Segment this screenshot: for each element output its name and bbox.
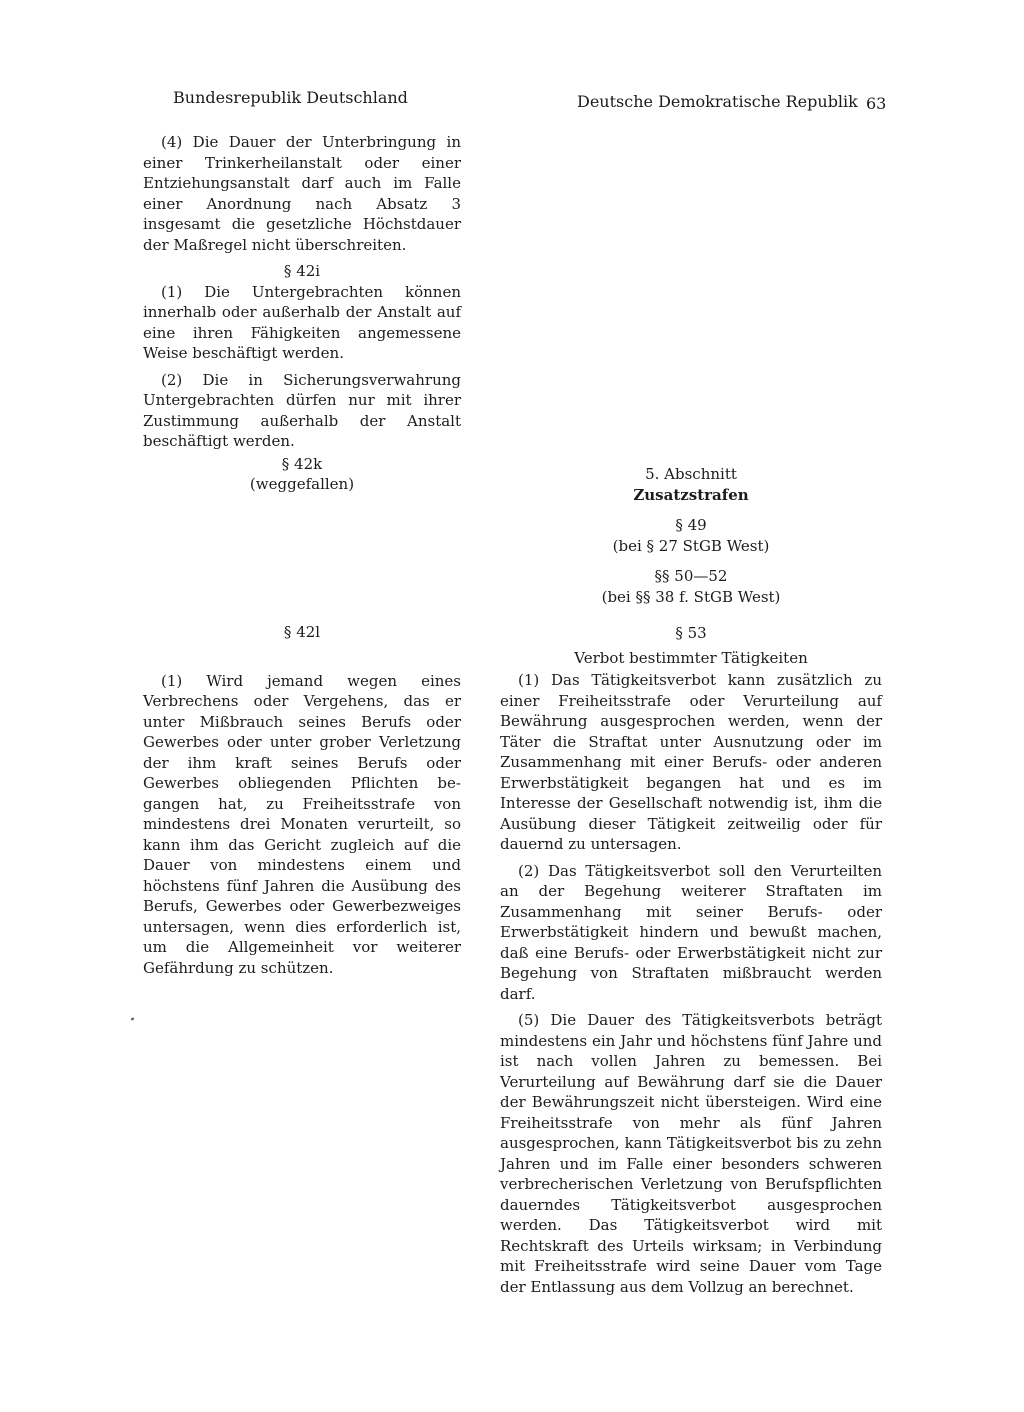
left-column-upper: [143, 132, 461, 495]
section-reference-49: (bei § 27 StGB West): [612, 536, 770, 555]
paragraph-42h-4: (4) Die Dauer der Unterbringung in einer Trinkerheilanstalt oder einer Entziehungsanstalt darf auch im Falle einer Anordnung nach Absatz 3 insgesamt die gesetzliche Höchstdauer der Maßregel nicht überschreiten.: [143, 133, 461, 254]
left-column-lower: [143, 622, 461, 984]
section-heading-50-52: §§ 50—52: [654, 567, 728, 585]
paragraph-53-5: (5) Die Dauer des Tätigkeitsverbots beträgt mindestens ein Jahr und höchstens fünf Jahre und ist nach vollen Jahren zu bemessen. Bei Verurteilung auf Bewährung darf sie die Dauer der Bewährungszeit nicht übersteigen. Wird eine Freiheitsstrafe von mehr als fünf Jahren ausgesprochen, kann Tätigkeitsverbot bis zu zehn Jahren und im Falle einer besonders schweren verbrecherischen Verletzung von Berufspflichten dauerndes Tätigkeitsverbot ausgesprochen werden. Das Tätigkeitsverbot wird mit Rechtskraft des Urteils wirksam; in Verbindung mit Freiheitsstrafe wird seine Dauer vom Tage der Entlassung aus dem Vollzug an berechnet.: [500, 1011, 882, 1296]
section-note-42k: (weggefallen): [249, 475, 355, 493]
left-running-header: Bundesrepublik Deutschland: [173, 88, 408, 107]
section-heading-49: § 49: [675, 516, 707, 534]
right-running-header: Deutsche Demokratische Republik: [577, 92, 858, 111]
section-heading-42l: § 42l: [283, 623, 321, 641]
stray-ink-mark: [131, 1017, 135, 1020]
section-heading-42i: § 42i: [283, 262, 321, 280]
section-title-53: Verbot bestimmter Tätigkeiten: [574, 648, 808, 667]
chapter-title: Zusatzstrafen: [633, 485, 749, 504]
paragraph-42i-2: (2) Die in Sicherungsverwahrung Untergebrachten dürfen nur mit ihrer Zustimmung außerhalb der Anstalt beschäftigt werden.: [143, 370, 461, 450]
paragraph-42l-1: (1) Wird jemand wegen eines Verbrechens oder Vergehens, das er unter Mißbrauch seines Berufs oder Gewerbes oder unter grober Verletzung der ihm kraft seines Berufs oder Gewerbes obliegenden Pflichten begangen hat, zu Freiheitsstrafe von mindestens drei Monaten verurteilt, so kann ihm das Gericht zugleich auf die Dauer von mindestens einem und höchstens fünf Jahren die Ausübung des Berufs, Gewerbes oder Gewerbezweiges untersagen, wenn dies erforderlich ist, um die Allgemeinheit vor weiterer Gefährdung zu schützen.: [143, 671, 461, 977]
right-column: [500, 464, 882, 1303]
section-reference-50-52: (bei §§ 38 f. StGB West): [601, 587, 781, 606]
chapter-number: 5. Abschnitt: [645, 465, 737, 483]
paragraph-53-2: (2) Das Tätigkeitsverbot soll den Verurteilten an der Begehung weiterer Straftaten im Zusammenhang mit seiner Berufs- oder Erwerbstätigkeit hindern und bewußt machen, daß eine Berufs- oder Erwerbstätigkeit nicht zur Begehung von Straftaten mißbraucht werden darf.: [500, 861, 882, 1003]
section-heading-53: § 53: [675, 624, 707, 642]
page-number: 63: [866, 94, 887, 113]
paragraph-53-1: (1) Das Tätigkeitsverbot kann zusätzlich zu einer Freiheitsstrafe oder Verurteilung auf Bewährung ausgesprochen werden, wenn der Täter die Straftat unter Ausnutzung oder im Zusammenhang mit einer Berufs- oder anderen Erwerbstätigkeit begangen hat und es im Interesse der Gesellschaft notwendig ist, ihm die Ausübung dieser Tätigkeit zeitweilig oder für dauernd zu untersagen.: [500, 671, 882, 853]
section-heading-42k: § 42k: [281, 454, 323, 473]
paragraph-42i-1: (1) Die Untergebrachten können innerhalb oder außerhalb der Anstalt auf eine ihren Fähigkeiten angemessene Weise beschäftigt werden.: [143, 282, 461, 362]
